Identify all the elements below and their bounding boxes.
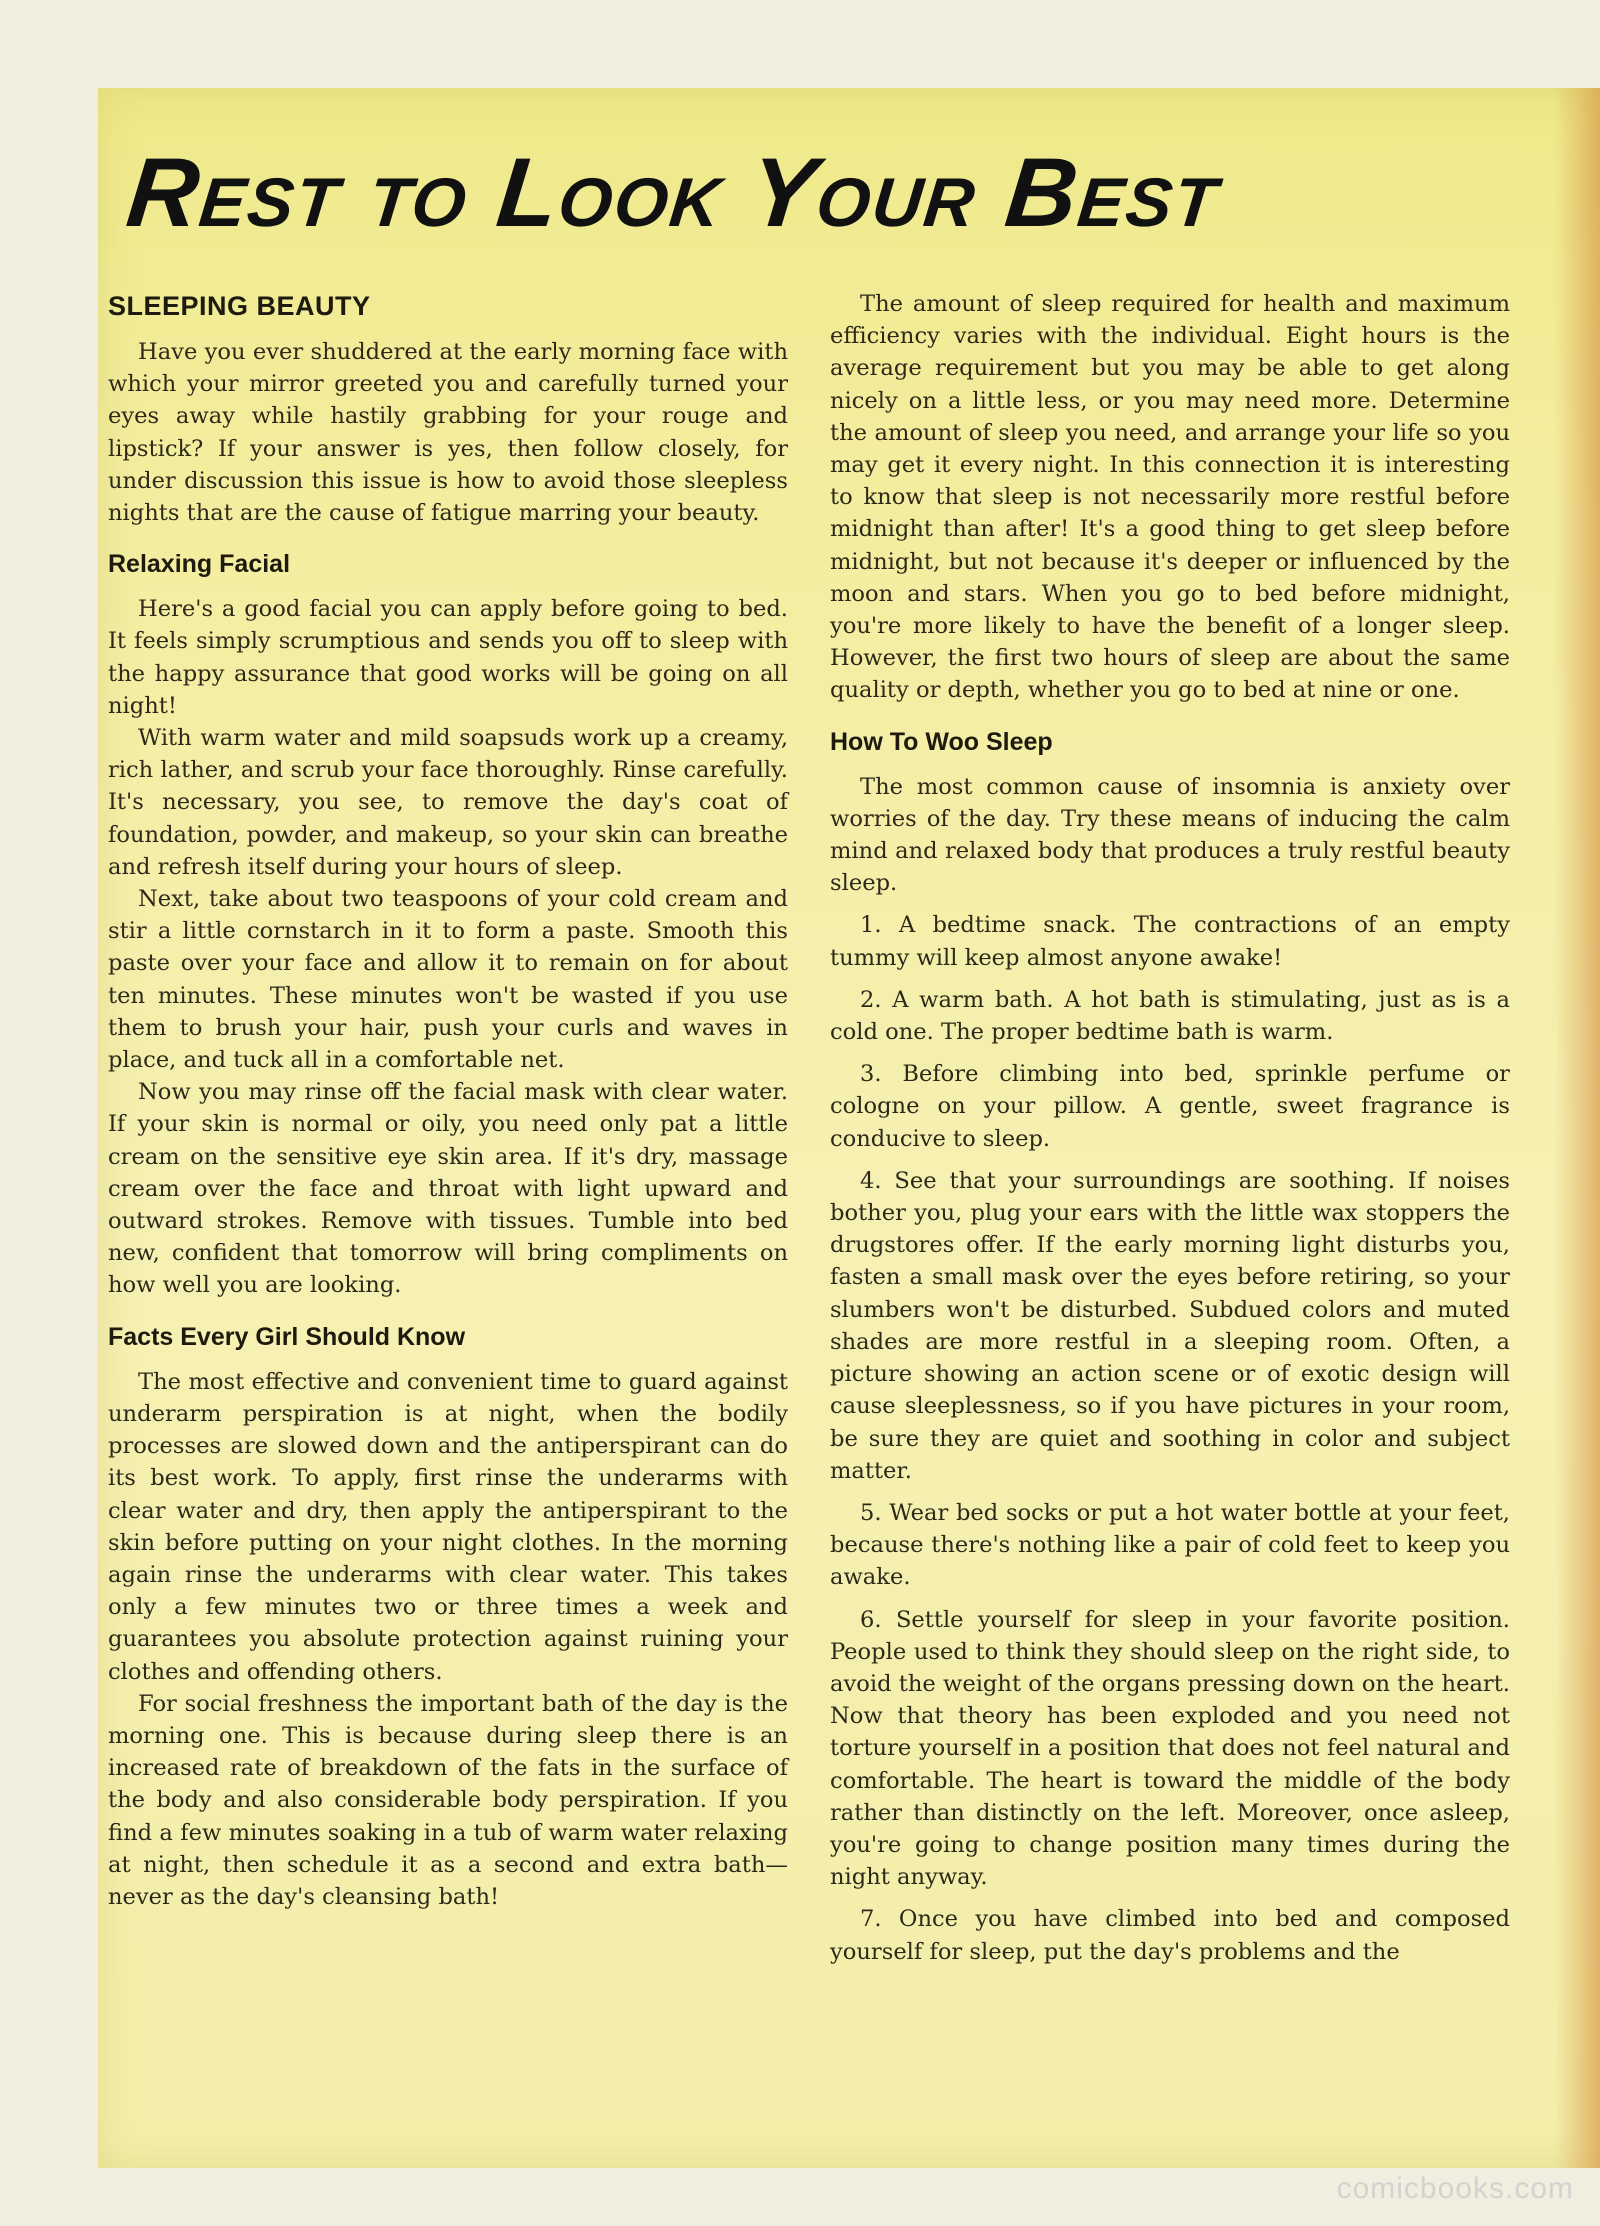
facial-paragraph: Next, take about two teaspoons of your cold cream and stir a little cornstarch in it to form a paste. Smooth this paste over your face and allow it to remain on for about ten minutes. These minutes won't be wasted if you use them to brush your hair, push your curls and waves in place, and tuck all in a comfortable net. — [108, 886, 788, 1074]
tip-item: 1. A bedtime snack. The contractions of an empty tummy will keep almost anyone awake! — [830, 912, 1510, 971]
tip-item: 4. See that your surroundings are soothing. If noises bother you, plug your ears with the little wax stoppers the drugstores offer. If the early morning light disturbs you, fasten a small mask over the eyes before retiring, so your slumbers won't be disturbed. Subdued colors and muted shades are more restful in a sleeping room. Often, a picture showing an action scene or of exotic design will cause sleeplessness, so if you have pictures in your room, be sure they are quiet and soothing in color and subject matter. — [830, 1167, 1510, 1484]
facts-paragraph: For social freshness the important bath of the day is the morning one. This is because during sleep there is an increased rate of breakdown of the fats in the surface of the body and also considerable body perspiration. If you find a few minutes soaking in a tub of warm water relaxing at night, then schedule it as a second and extra bath—never as the day's cleansing bath! — [108, 1690, 788, 1910]
heading-facts-every-girl: Facts Every Girl Should Know — [108, 1322, 466, 1351]
tip-item: 7. Once you have climbed into bed and composed yourself for sleep, put the day's problems and the — [830, 1906, 1510, 1965]
heading-how-to-woo-sleep: How To Woo Sleep — [830, 727, 1053, 756]
facial-paragraph: Now you may rinse off the facial mask with clear water. If your skin is normal or oily, you need only pat a little cream on the sensitive eye skin area. If it's dry, massage cream over the face and throat with light upward and outward strokes. Remove with tissues. Tumble into bed new, confident that tomorrow will bring compliments on how well you are looking. — [108, 1079, 788, 1299]
facts-paragraph: The most effective and convenient time to guard against underarm perspiration is at night, when the bodily processes are slowed down and the antiperspirant can do its best work. To apply, first rinse the underarms with clear water and dry, then apply the antiperspirant to the skin before putting on your night clothes. In the morning again rinse the underarms with clear water. This takes only a few minutes two or three times a week and guarantees you absolute protection against ruining your clothes and offending others. — [108, 1368, 788, 1685]
woo-sleep-intro: The most common cause of insomnia is anxiety over worries of the day. Try these means of inducing the calm mind and relaxed body that produces a truly restful beauty sleep. — [830, 773, 1510, 897]
facial-paragraph: With warm water and mild soapsuds work up a creamy, rich lather, and scrub your face thoroughly. Rinse carefully. It's necessary, you see, to remove the day's coat of foundation, powder, and makeup, so your skin can breathe and refresh itself during your hours of sleep. — [108, 725, 788, 880]
tip-item: 3. Before climbing into bed, sprinkle perfume or cologne on your pillow. A gentle, sweet fragrance is conducive to sleep. — [830, 1061, 1510, 1152]
tip-item: 2. A warm bath. A hot bath is stimulating, just as is a cold one. The proper bedtime bath is warm. — [830, 986, 1510, 1046]
facial-paragraph: Here's a good facial you can apply before going to bed. It feels simply scrumptious and sends you off to sleep with the happy assurance that good works will be going on all night! — [108, 596, 788, 719]
left-column — [108, 288, 788, 1913]
intro-paragraph: Have you ever shuddered at the early morning face with which your mirror greeted you and carefully turned your eyes away while hastily grabbing for your rouge and lipstick? If your answer is yes, then follow closely, for under discussion this issue is how to avoid those sleepless nights that are the cause of fatigue marring your beauty. — [108, 339, 788, 527]
site-watermark: comicbooks.com — [1336, 2172, 1574, 2205]
heading-relaxing-facial: Relaxing Facial — [108, 550, 291, 579]
right-column — [830, 288, 1510, 1968]
article-title: Rest to Look Your Best — [122, 137, 1226, 247]
tip-item: 5. Wear bed socks or put a hot water bottle at your feet, because there's nothing like a pair of cold feet to keep you awake. — [830, 1499, 1510, 1591]
article-page — [98, 88, 1600, 2168]
tip-item: 6. Settle yourself for sleep in your favorite position. People used to think they should sleep on the right side, to avoid the weight of the organs pressing down on the heart. Now that theory has been exploded and you need not torture yourself in a position that does not feel natural and comfortable. The heart is toward the middle of the body rather than distinctly on the left. Moreover, once asleep, you're going to change position many times during the night anyway. — [830, 1606, 1510, 1891]
heading-sleeping-beauty: SLEEPING BEAUTY — [108, 291, 371, 321]
sleep-amount-paragraph: The amount of sleep required for health and maximum efficiency varies with the individual. Eight hours is the average requirement but you may be able to get along nicely on a little less, or you may need more. Determine the amount of sleep you need, and arrange your life so you may get it every night. In this connection it is interesting to know that sleep is not necessarily more restful before midnight than after! It's a good thing to get sleep before midnight, but not because it's deeper or influenced by the moon and stars. When you go to bed before midnight, you're more likely to have the benefit of a longer sleep. However, the first two hours of sleep are about the same quality or depth, whether you go to bed at nine or one. — [830, 291, 1510, 704]
